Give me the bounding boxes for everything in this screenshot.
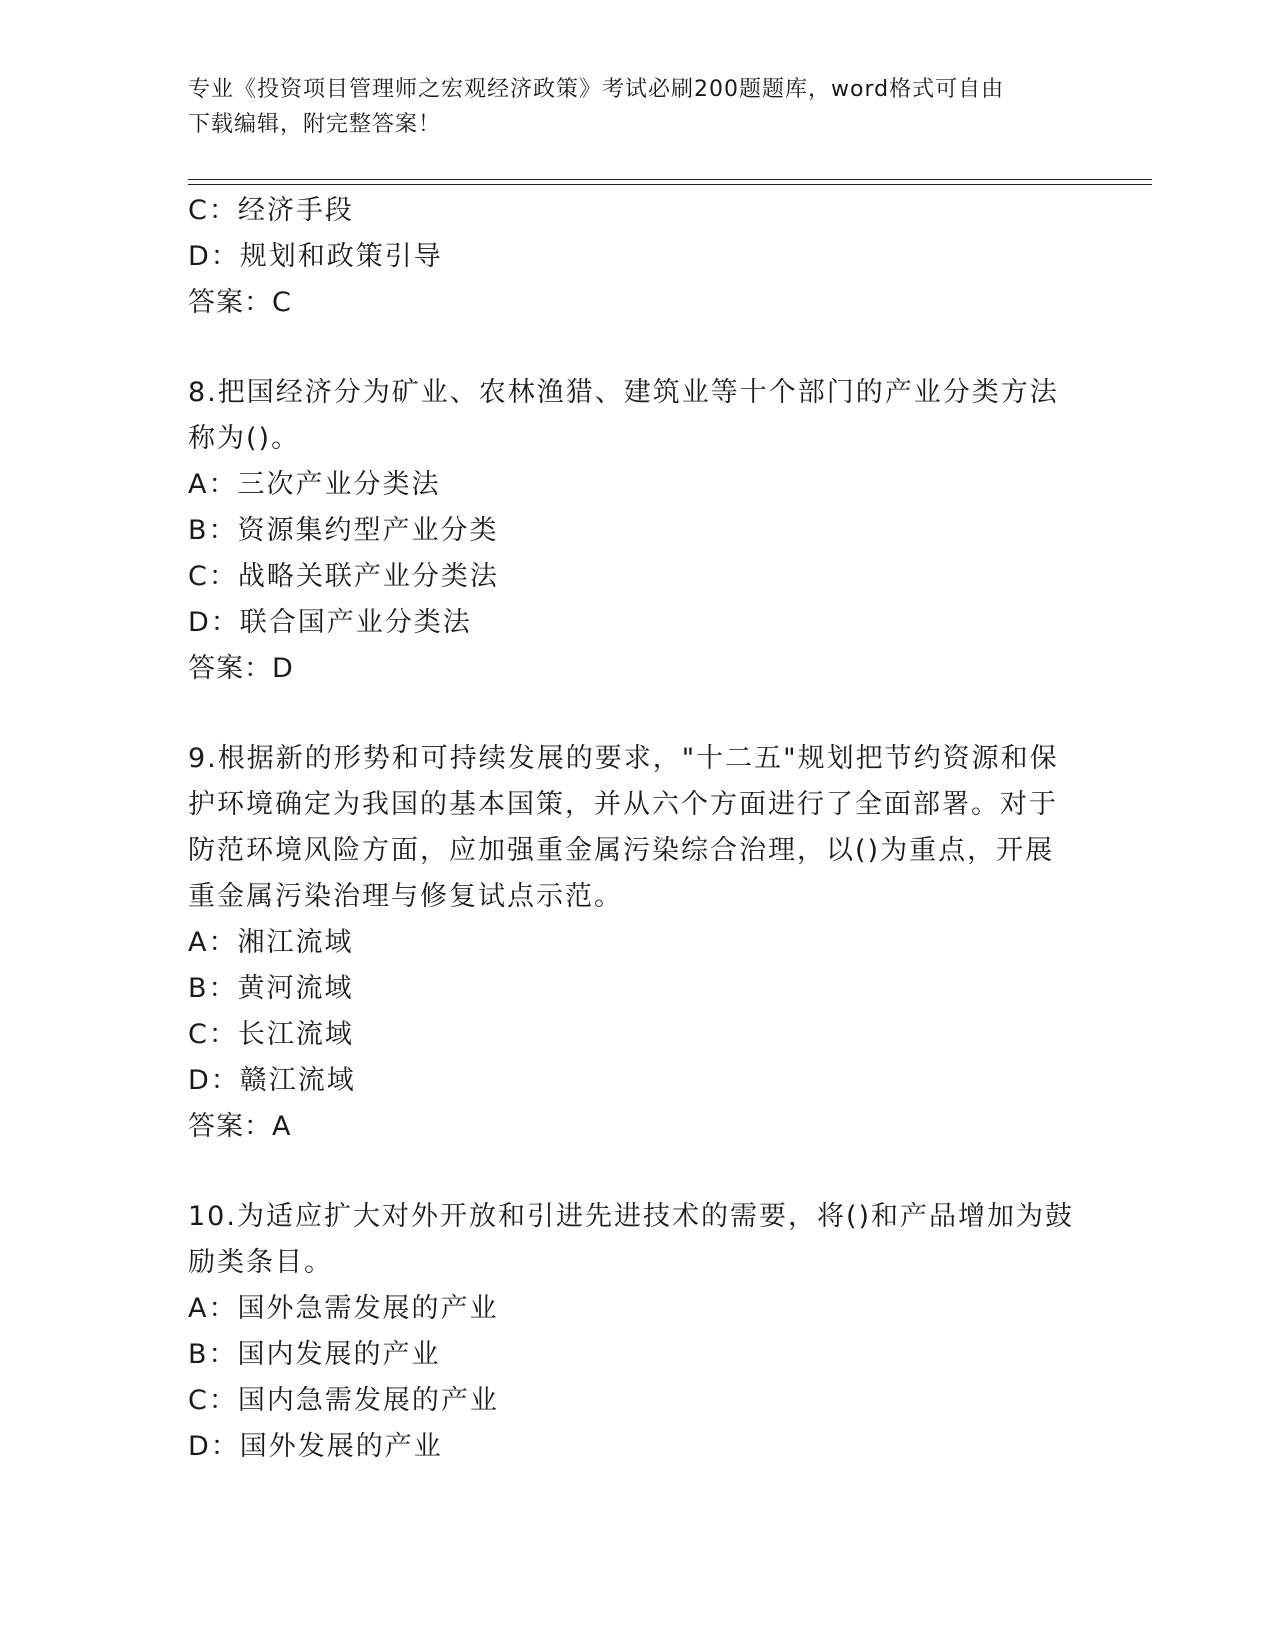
question-9 [188,736,1088,1150]
spacer [188,1150,1088,1194]
option-c: C：国内急需发展的产业 [188,1385,499,1416]
question-stem-line: 护环境确定为我国的基本国策，并从六个方面进行了全面部署。对于 [188,789,1058,820]
option-b: B：国内发展的产业 [188,1339,441,1370]
option-d: D：赣江流域 [188,1065,356,1096]
question-stem-line: 称为()。 [188,423,301,454]
header-divider-bottom [188,184,1152,185]
spacer [188,326,1088,370]
question-7-continuation [188,188,1088,326]
option-a: A：国外急需发展的产业 [188,1293,499,1324]
header-line-1: 专业《投资项目管理师之宏观经济政策》考试必刷200题题库，word格式可自由 [188,77,1005,102]
option-a: A：湘江流域 [188,927,354,958]
question-stem-line: 防范环境风险方面，应加强重金属污染综合治理，以()为重点，开展 [188,835,1055,866]
option-d: D：国外发展的产业 [188,1431,443,1462]
question-stem-line: 9.根据新的形势和可持续发展的要求，"十二五"规划把节约资源和保 [188,743,1059,774]
answer-line: 答案：A [188,1111,292,1142]
question-stem-line: 8.把国经济分为矿业、农林渔猎、建筑业等十个部门的产业分类方法 [188,377,1059,408]
option-d: D：联合国产业分类法 [188,607,472,638]
option-b: B：黄河流域 [188,973,354,1004]
document-header [188,72,1088,142]
header-line-2: 下载编辑，附完整答案！ [188,112,442,137]
option-b: B：资源集约型产业分类 [188,515,499,546]
option-d: D：规划和政策引导 [188,241,443,272]
header-divider-top [188,179,1152,180]
question-stem-line: 励类条目。 [188,1247,333,1278]
question-content [188,188,1088,1470]
answer-line: 答案：D [188,653,294,684]
answer-line: 答案：C [188,287,292,318]
option-c: C：长江流域 [188,1019,354,1050]
option-c: C：战略关联产业分类法 [188,561,499,592]
question-stem-line: 10.为适应扩大对外开放和引进先进技术的需要，将()和产品增加为鼓 [188,1201,1075,1232]
option-c: C：经济手段 [188,195,354,226]
option-a: A：三次产业分类法 [188,469,441,500]
question-8 [188,370,1088,692]
question-10 [188,1194,1088,1470]
question-stem-line: 重金属污染治理与修复试点示范。 [188,881,623,912]
spacer [188,692,1088,736]
